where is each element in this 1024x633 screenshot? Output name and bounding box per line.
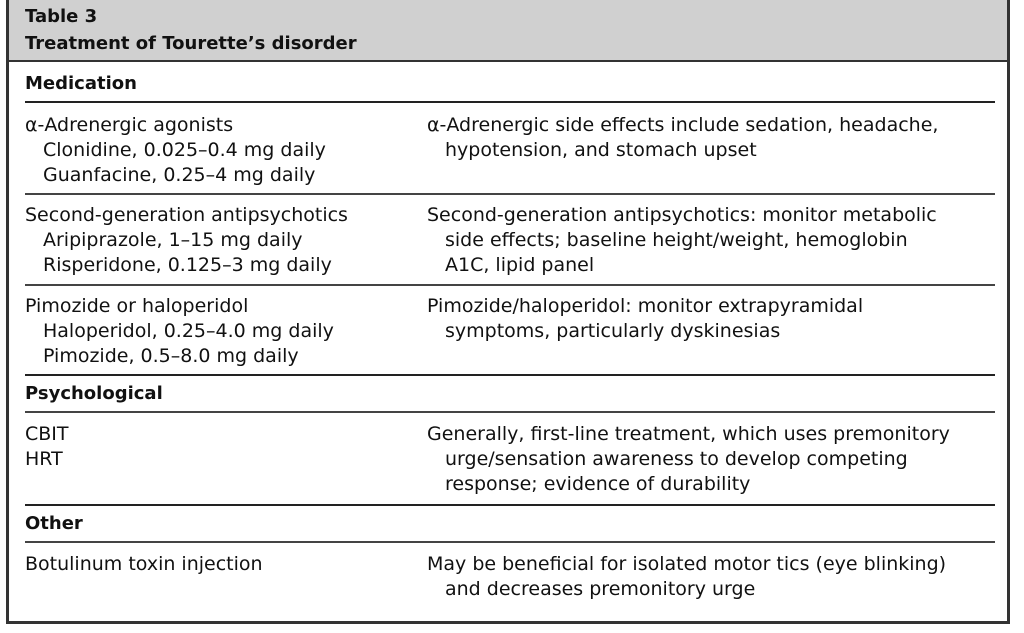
cell-line: Second-generation antipsychotics: monitor metabolic bbox=[427, 204, 937, 226]
cell-line: Haloperidol, 0.25–4.0 mg daily bbox=[43, 320, 334, 342]
cell-line: Generally, first-line treatment, which uses premonitory bbox=[427, 423, 950, 445]
table-header bbox=[9, 0, 1007, 62]
row-left-cell bbox=[25, 294, 334, 369]
table-number: Table 3 bbox=[25, 6, 98, 27]
row-rule bbox=[25, 193, 995, 195]
row-right-cell bbox=[427, 422, 950, 497]
row-left-cell bbox=[25, 113, 326, 188]
section-rule bbox=[25, 504, 995, 506]
row-left-cell bbox=[25, 552, 263, 577]
section-rule bbox=[25, 101, 995, 103]
table-frame bbox=[6, 0, 1010, 624]
cell-line: Clonidine, 0.025–0.4 mg daily bbox=[43, 139, 326, 161]
cell-line: Botulinum toxin injection bbox=[25, 553, 263, 575]
cell-line: Guanfacine, 0.25–4 mg daily bbox=[43, 164, 316, 186]
row-left-cell bbox=[25, 203, 348, 278]
cell-line: Risperidone, 0.125–3 mg daily bbox=[43, 254, 332, 276]
table-title: Treatment of Tourette’s disorder bbox=[25, 33, 357, 54]
cell-line: symptoms, particularly dyskinesias bbox=[445, 320, 781, 342]
cell-line: May be beneficial for isolated motor tics (eye blinking) bbox=[427, 553, 947, 575]
section-rule bbox=[25, 411, 995, 413]
row-left-cell bbox=[25, 422, 69, 472]
section-rule bbox=[25, 374, 995, 376]
cell-line: Second-generation antipsychotics bbox=[25, 204, 348, 226]
section-heading-psychological: Psychological bbox=[25, 383, 163, 404]
row-right-cell bbox=[427, 294, 863, 344]
row-right-cell bbox=[427, 113, 938, 163]
section-heading-other: Other bbox=[25, 513, 83, 534]
cell-line: hypotension, and stomach upset bbox=[445, 139, 757, 161]
cell-line: Pimozide, 0.5–8.0 mg daily bbox=[43, 345, 299, 367]
row-right-cell bbox=[427, 552, 946, 602]
cell-line: α-Adrenergic agonists bbox=[25, 114, 234, 136]
cell-line: α-Adrenergic side effects include sedation, headache, bbox=[427, 114, 939, 136]
cell-line: HRT bbox=[25, 448, 63, 470]
section-rule bbox=[25, 541, 995, 543]
cell-line: and decreases premonitory urge bbox=[445, 578, 756, 600]
cell-line: urge/sensation awareness to develop competing bbox=[445, 448, 908, 470]
cell-line: side effects; baseline height/weight, hemoglobin bbox=[445, 229, 908, 251]
row-rule bbox=[25, 284, 995, 286]
cell-line: Pimozide or haloperidol bbox=[25, 295, 249, 317]
cell-line: A1C, lipid panel bbox=[445, 254, 595, 276]
cell-line: Pimozide/haloperidol: monitor extrapyramidal bbox=[427, 295, 864, 317]
row-right-cell bbox=[427, 203, 937, 278]
section-heading-medication: Medication bbox=[25, 73, 137, 94]
cell-line: CBIT bbox=[25, 423, 69, 445]
cell-line: response; evidence of durability bbox=[445, 473, 751, 495]
cell-line: Aripiprazole, 1–15 mg daily bbox=[43, 229, 303, 251]
